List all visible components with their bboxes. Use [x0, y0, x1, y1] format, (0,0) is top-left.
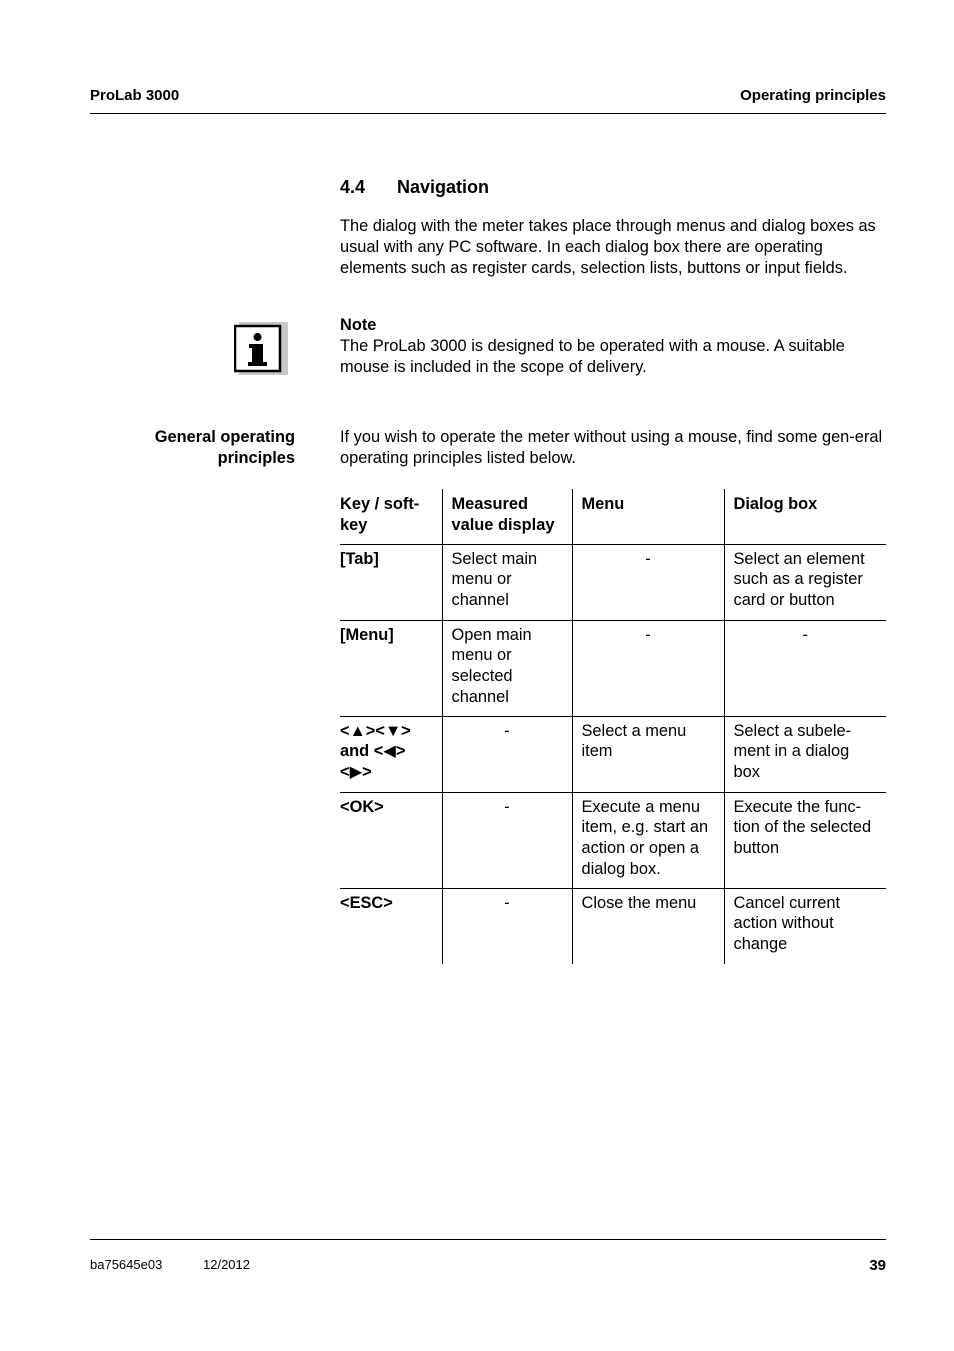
header-cell-dialog: Dialog box: [724, 489, 886, 544]
running-header-left: ProLab 3000: [90, 87, 180, 104]
table-header-row: [340, 489, 886, 544]
header-cell-menu: Menu: [572, 489, 724, 544]
header-rule: [90, 113, 886, 114]
table-row: [340, 888, 886, 964]
page-number: 39: [869, 1257, 886, 1274]
table-cell: Open main menu or selected channel: [442, 620, 572, 716]
table-cell: <ESC>: [340, 888, 442, 964]
section-heading: [340, 177, 489, 198]
table-cell: Close the menu: [572, 888, 724, 964]
table-row: [340, 716, 886, 792]
table-cell: <OK>: [340, 792, 442, 888]
navigation-table: [340, 489, 886, 964]
table-cell: Select an element such as a register card or button: [724, 544, 886, 620]
table-cell: -: [724, 620, 886, 716]
header-cell-measured: Measured value display: [442, 489, 572, 544]
table-cell: -: [442, 888, 572, 964]
table-cell: Execute the func-tion of the selected button: [724, 792, 886, 888]
side-heading-line2: principles: [217, 449, 295, 467]
table-cell: -: [572, 544, 724, 620]
table-cell: -: [572, 620, 724, 716]
section-number: 4.4: [340, 177, 366, 197]
table-cell: Cancel current action without change: [724, 888, 886, 964]
section-title: Navigation: [397, 177, 490, 197]
running-header-right: Operating principles: [740, 87, 886, 104]
table-cell: -: [442, 792, 572, 888]
general-paragraph: If you wish to operate the meter without using a mouse, find some gen-eral operating principles listed below.: [340, 428, 883, 467]
note-title: Note: [340, 316, 377, 334]
table-cell: Select main menu or channel: [442, 544, 572, 620]
table-row: [340, 792, 886, 888]
intro-paragraph: The dialog with the meter takes place through menus and dialog boxes as usual with any PC software. In each dialog box there are operating elements such as register cards, selection lists, buttons or input fields.: [340, 217, 876, 277]
table-cell: [Tab]: [340, 544, 442, 620]
side-heading: [90, 427, 295, 469]
info-icon: [234, 321, 288, 375]
table-cell: Select a subele-ment in a dialog box: [724, 716, 886, 792]
table-row: [340, 544, 886, 620]
table-cell: [Menu]: [340, 620, 442, 716]
table-row: [340, 620, 886, 716]
table-cell: Select a menu item: [572, 716, 724, 792]
footer-doc-id: ba75645e03: [90, 1257, 163, 1272]
footer-rule: [90, 1239, 886, 1240]
side-heading-line1: General operating: [154, 428, 295, 446]
footer-date: 12/2012: [203, 1257, 250, 1272]
note-text: The ProLab 3000 is designed to be operated with a mouse. A suitable mouse is included in the scope of delivery.: [340, 337, 845, 376]
table-cell: <▲><▼> and <◀><▶>: [340, 716, 442, 792]
table-cell: -: [442, 716, 572, 792]
table-cell: Execute a menu item, e.g. start an action or open a dialog box.: [572, 792, 724, 888]
header-cell-key: Key / soft-key: [340, 495, 420, 534]
